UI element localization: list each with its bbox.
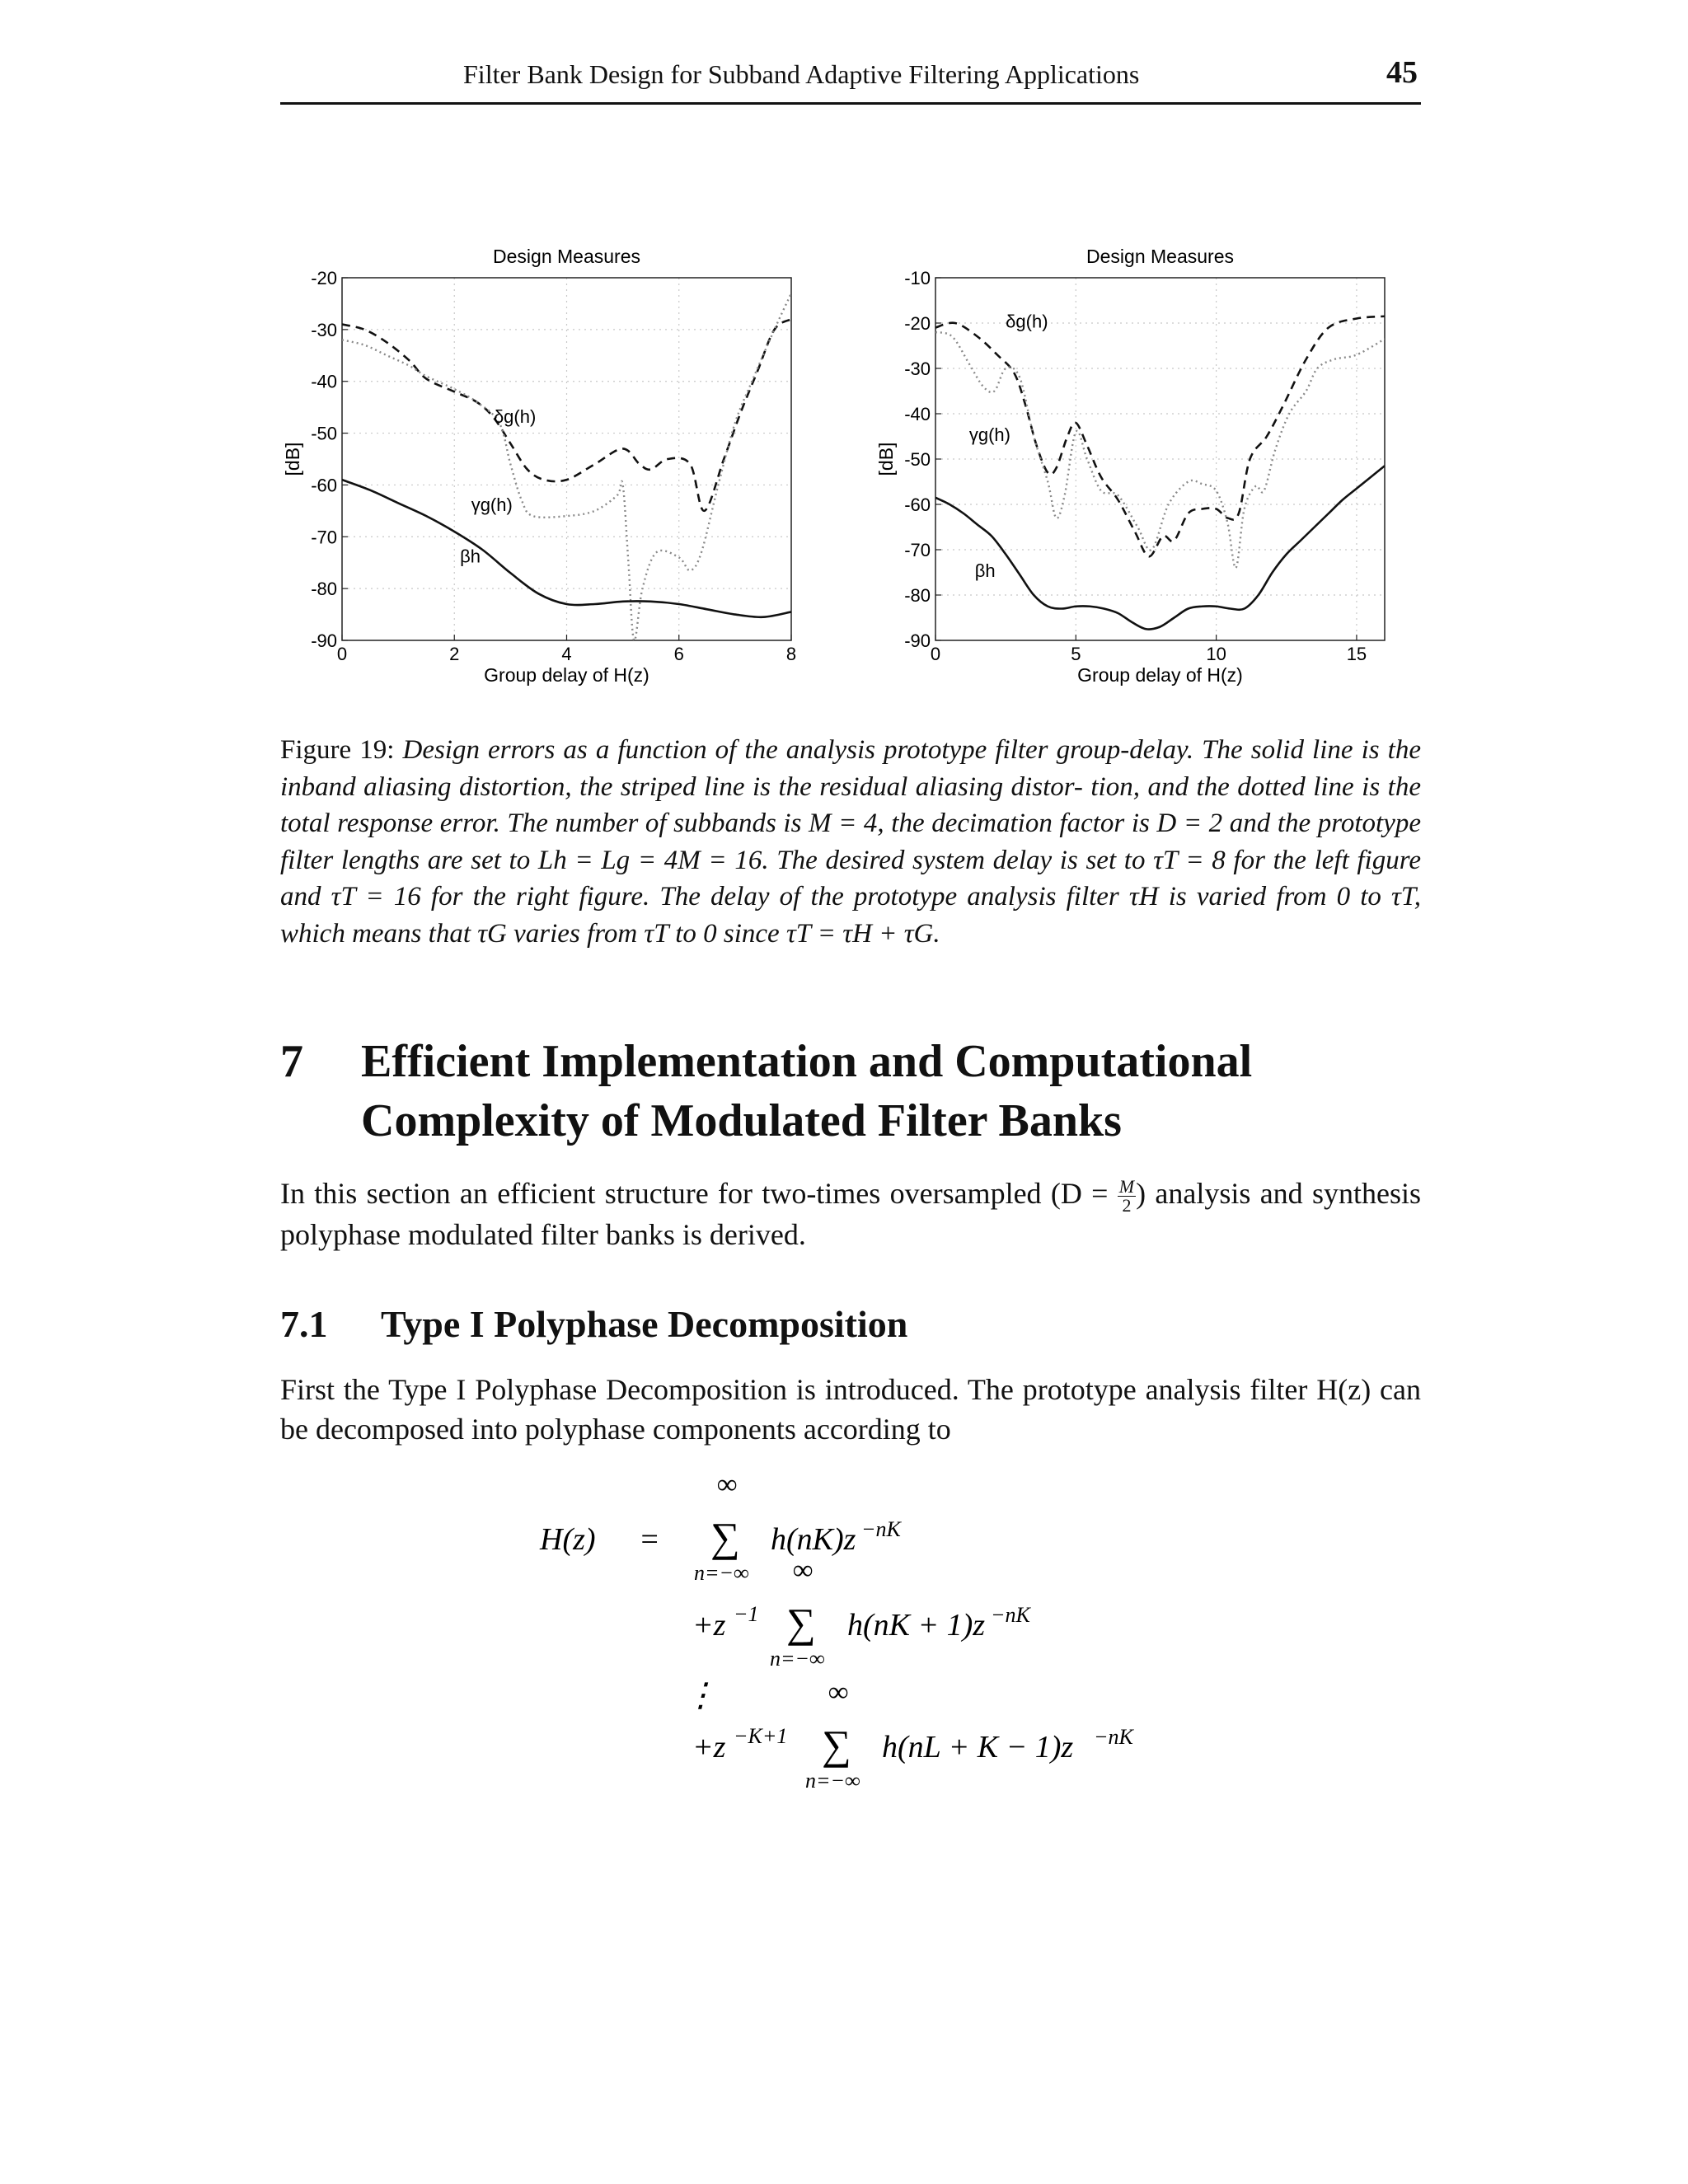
y-tick-label: -60	[311, 475, 337, 496]
y-tick-label: -80	[311, 579, 337, 600]
y-axis-label: [dB]	[282, 442, 303, 476]
equation-svg	[495, 1469, 1236, 1815]
series-line	[935, 332, 1385, 568]
chart-svg	[272, 224, 816, 702]
y-tick-label: -60	[904, 494, 931, 515]
eq-exponent: −1	[734, 1602, 759, 1626]
y-tick-label: -40	[904, 404, 931, 424]
x-tick-label: 5	[1071, 644, 1081, 664]
y-tick-label: -90	[311, 630, 337, 651]
caption-line: decimation factor is D = 2 and the prototype filter lengths are set to Lh = Lg = 4M = 16.	[280, 808, 1422, 875]
sum-upper: ∞	[717, 1469, 738, 1500]
design-measures-chart-right	[865, 224, 1409, 702]
series-annotation: γg(h)	[968, 424, 1010, 445]
eq-exponent: −nK	[861, 1517, 901, 1541]
para-text: and synthesis polyphase modulated filter banks is derived.	[280, 1177, 1422, 1252]
eq-lhs: H(z)	[540, 1522, 596, 1557]
x-tick-label: 6	[673, 644, 684, 664]
section-title-line: Efficient Implementation and Computational	[361, 1036, 1253, 1087]
sum-symbol: ∑	[822, 1722, 851, 1768]
caption-line: The desired system delay is set to τT = 8 for the left figure and τT = 16 for the right	[280, 845, 1421, 912]
caption-line: tion, and the dotted line is the total response error. The number of subbands is M = 4, the	[280, 771, 1421, 838]
caption-line: solid line is the inband aliasing distortion, the striped line is the residual aliasing distor-	[280, 735, 1421, 802]
x-axis-label: Group delay of H(z)	[484, 664, 649, 686]
x-tick-label: 0	[930, 644, 941, 664]
para-text: First the Type I Polyphase Decomposition is introduced. The prototype analysis	[280, 1373, 1241, 1406]
eq-exponent: −nK	[991, 1603, 1030, 1627]
para-text: In this section an efficient structure for two-times oversampled (D =	[280, 1177, 1109, 1210]
sum-upper: ∞	[828, 1677, 849, 1708]
figure-caption	[280, 732, 1421, 952]
running-header	[280, 55, 1421, 105]
series-line	[935, 466, 1385, 629]
y-tick-label: -50	[904, 449, 931, 470]
y-tick-label: -80	[904, 585, 931, 606]
running-title: Filter Bank Design for Subband Adaptive Filtering Applications	[463, 59, 1140, 89]
fraction-denominator: 2	[1122, 1195, 1132, 1216]
y-tick-label: -30	[904, 359, 931, 379]
polyphase-paragraph	[280, 1370, 1421, 1449]
x-tick-label: 10	[1206, 644, 1226, 664]
y-tick-label: -20	[904, 313, 931, 334]
caption-label: Figure 19:	[280, 735, 395, 765]
eq-term: h(nK)z	[771, 1522, 856, 1557]
sum-lower: n=−∞	[805, 1769, 860, 1793]
x-tick-label: 4	[561, 644, 572, 664]
eq-prefix: +z	[692, 1730, 726, 1765]
subsection-title: Type I Polyphase Decomposition	[381, 1303, 908, 1345]
sum-symbol: ∑	[710, 1514, 740, 1560]
sum-lower: n=−∞	[770, 1647, 825, 1671]
caption-line: that τG varies from τT to 0 since τT = τH + τG.	[428, 918, 940, 949]
y-axis-label: [dB]	[875, 442, 897, 476]
x-tick-label: 15	[1346, 644, 1367, 664]
eq-equals: =	[639, 1522, 660, 1557]
polyphase-equation	[495, 1469, 1236, 1815]
x-axis-label: Group delay of H(z)	[1077, 664, 1243, 686]
chart-svg	[865, 224, 1409, 702]
x-tick-label: 2	[449, 644, 460, 664]
page-number: 45	[1386, 55, 1418, 90]
series-annotation: βh	[974, 560, 996, 581]
section-heading	[280, 1032, 1421, 1151]
y-tick-label: -50	[311, 423, 337, 444]
fraction-numerator: M	[1118, 1176, 1135, 1197]
series-annotation: γg(h)	[471, 494, 513, 515]
y-tick-label: -40	[311, 371, 337, 392]
y-tick-label: -20	[311, 268, 337, 288]
para-text: filter H(z) can be decomposed into polyphase components according to	[280, 1373, 1422, 1446]
design-measures-chart-left	[272, 224, 816, 702]
y-tick-label: -70	[311, 527, 337, 548]
eq-term: h(nK + 1)z	[847, 1608, 986, 1643]
x-tick-label: 8	[785, 644, 797, 664]
y-tick-label: -70	[904, 540, 931, 560]
x-tick-label: 0	[336, 644, 348, 664]
subsection-number: 7.1	[280, 1303, 328, 1345]
caption-line: Design errors as a function of the analysis prototype filter group-delay. The	[402, 735, 1243, 765]
section-title-line: Complexity of Modulated Filter Banks	[361, 1095, 1122, 1146]
section-number: 7	[280, 1036, 303, 1087]
section-intro-paragraph	[280, 1174, 1421, 1254]
eq-exponent: −nK	[1094, 1725, 1133, 1749]
para-text: ) analysis	[1136, 1177, 1251, 1210]
eq-exponent: −K+1	[734, 1724, 788, 1748]
y-tick-label: -30	[311, 319, 337, 340]
chart-title: Design Measures	[1086, 246, 1234, 267]
series-annotation: δg(h)	[1006, 311, 1048, 332]
series-annotation: δg(h)	[493, 406, 537, 427]
eq-term: h(nL + K − 1)z	[882, 1730, 1074, 1765]
fraction-m-over-2	[1118, 1178, 1136, 1215]
chart-title: Design Measures	[493, 246, 640, 267]
y-tick-label: -90	[904, 630, 931, 651]
eq-vdots: ⋮	[684, 1676, 717, 1713]
caption-line: figure. The delay of the prototype analysis filter τH is varied from 0 to τT, which means	[280, 882, 1422, 949]
sum-lower: n=−∞	[694, 1561, 749, 1585]
sum-symbol: ∑	[786, 1600, 816, 1646]
sum-upper: ∞	[793, 1555, 814, 1586]
y-tick-label: -10	[904, 268, 931, 288]
eq-prefix: +z	[692, 1608, 726, 1643]
subsection-heading	[280, 1302, 907, 1346]
series-annotation: βh	[460, 546, 481, 567]
